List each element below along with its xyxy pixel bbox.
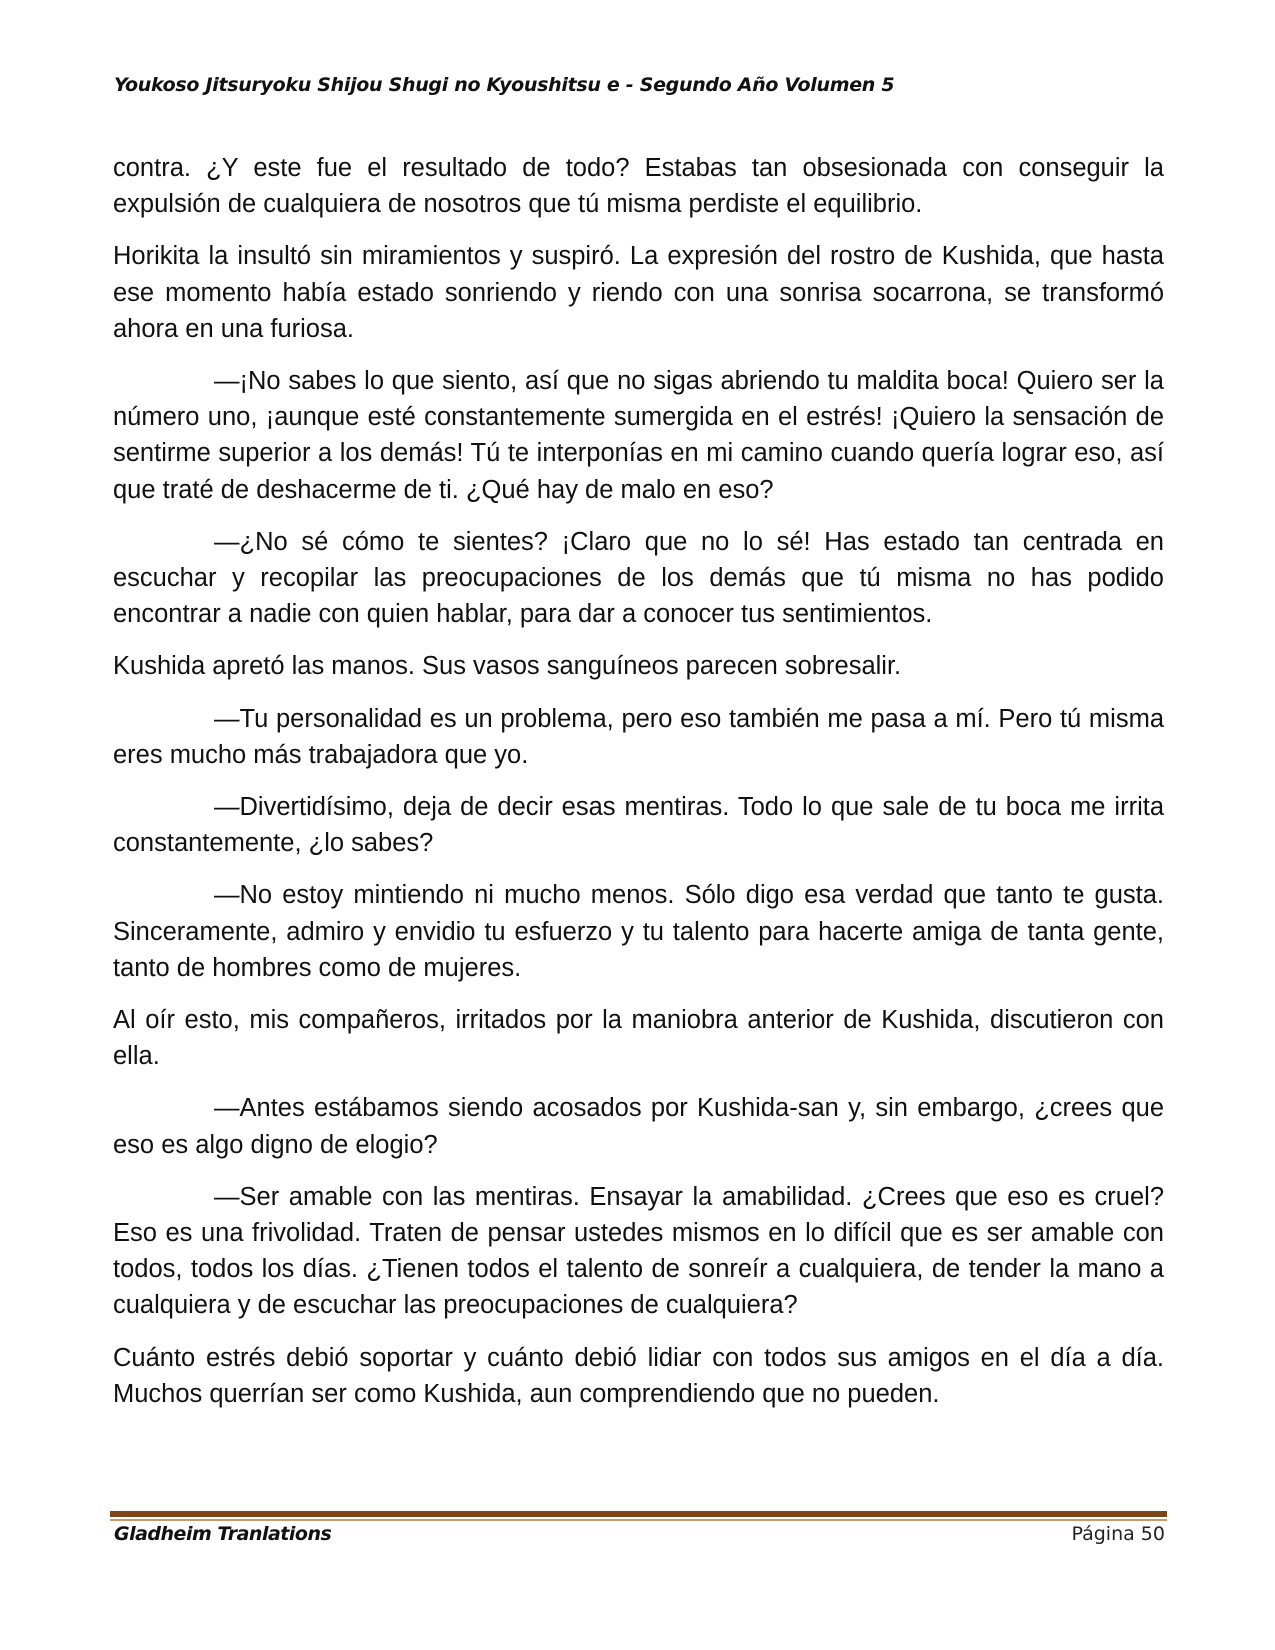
footer-credit: Gladheim Tranlations bbox=[114, 1523, 332, 1545]
page-header-title: Youkoso Jitsuryoku Shijou Shugi no Kyoushitsu e - Segundo Año Volumen 5 bbox=[114, 74, 895, 96]
dialogue-paragraph: —¿No sé cómo te sientes? ¡Claro que no lo sé! Has estado tan centrada en escuchar y recopilar las preocupaciones de los demás que tú misma no has podido encontrar a nadie con quien hablar, para dar a conocer tus sentimientos. bbox=[113, 527, 1164, 629]
footer-divider bbox=[110, 1511, 1167, 1521]
dialogue-paragraph: —Tu personalidad es un problema, pero eso también me pasa a mí. Pero tú misma eres mucho más trabajadora que yo. bbox=[113, 704, 1164, 769]
paragraph: contra. ¿Y este fue el resultado de todo? Estabas tan obsesionada con conseguir la expulsión de cualquiera de nosotros que tú misma perdiste el equilibrio. bbox=[113, 154, 1164, 219]
page-number: Página 50 bbox=[1071, 1523, 1165, 1545]
dialogue-paragraph: —¡No sabes lo que siento, así que no sigas abriendo tu maldita boca! Quiero ser la número uno, ¡aunque esté constantemente sumergida en el estrés! ¡Quiero la sensación de sentirme superior a los demás! Tú te interponías en mi camino cuando quería lograr eso, así que traté de deshacerme de ti. ¿Qué hay de malo en eso? bbox=[113, 367, 1164, 504]
dialogue-paragraph: —Antes estábamos siendo acosados por Kushida-san y, sin embargo, ¿crees que eso es algo digno de elogio? bbox=[113, 1094, 1164, 1159]
paragraph: Kushida apretó las manos. Sus vasos sanguíneos parecen sobresalir. bbox=[113, 652, 902, 681]
dialogue-paragraph: —No estoy mintiendo ni mucho menos. Sólo digo esa verdad que tanto te gusta. Sinceramente, admiro y envidio tu esfuerzo y tu talento para hacerte amiga de tanta gente, tanto de hombres como de mujeres. bbox=[113, 881, 1164, 982]
paragraph: Cuánto estrés debió soportar y cuánto debió lidiar con todos sus amigos en el día a día. Muchos querrían ser como Kushida, aun comprendiendo que no pueden. bbox=[113, 1343, 1164, 1408]
page-body bbox=[113, 150, 1164, 1428]
paragraph: Al oír esto, mis compañeros, irritados por la maniobra anterior de Kushida, discutieron con ella. bbox=[113, 1006, 1164, 1071]
dialogue-paragraph: —Divertidísimo, deja de decir esas mentiras. Todo lo que sale de tu boca me irrita constantemente, ¿lo sabes? bbox=[113, 793, 1164, 858]
paragraph: Horikita la insultó sin miramientos y suspiró. La expresión del rostro de Kushida, que hasta ese momento había estado sonriendo y riendo con una sonrisa socarrona, se transformó ahora en una furiosa. bbox=[113, 242, 1164, 343]
dialogue-paragraph: —Ser amable con las mentiras. Ensayar la amabilidad. ¿Crees que eso es cruel? Eso es una frivolidad. Traten de pensar ustedes mismos en lo difícil que es ser amable con todos, todos los días. ¿Tienen todos el talento de sonreír a cualquiera, de tender la mano a cualquiera y de escuchar las preocupaciones de cualquiera? bbox=[113, 1182, 1164, 1320]
